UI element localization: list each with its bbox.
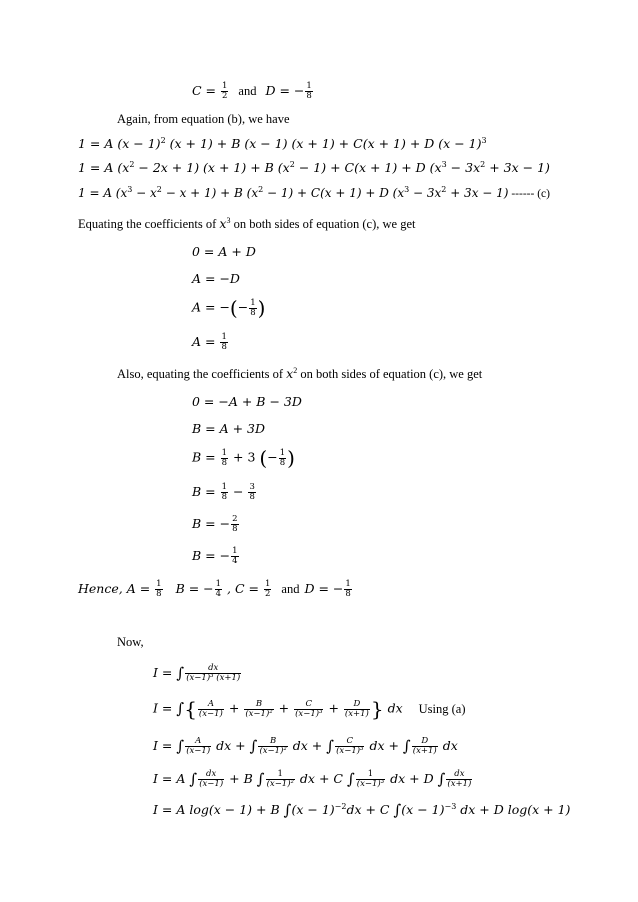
equation-a-neg-frac: A = −(− $\frac{1}{8}$ ) (192, 296, 266, 320)
integral-icon: ∫ (393, 801, 402, 819)
fraction: $\frac{1}{8}$ (221, 447, 228, 468)
equation-a-value: A = $\frac{1}{8}$ (192, 332, 227, 352)
fraction: $\frac{C}{\text{(x−1)³}}$ (336, 736, 364, 756)
equation-0-a-d: 0 = A + D (192, 244, 256, 259)
fraction: $\frac{1}{4}$ (232, 546, 238, 566)
fraction: $\frac{1}{\text{(x−1)²}}$ (266, 769, 294, 789)
fraction: $\frac{D}{(x+1)}$ (412, 736, 437, 756)
fraction: $\frac{D}{(x+1)}$ (344, 698, 369, 719)
paragraph-now: Now, (117, 635, 144, 649)
integral-icon: ∫ (346, 769, 355, 788)
equation-0-neg-a-b-3d: 0 = −A + B − 3D (192, 394, 302, 409)
fraction: $\frac{1}{8}$ (221, 482, 228, 502)
equation-a-minus-d: A = −D (192, 271, 240, 286)
fraction: $\frac{2}{8}$ (232, 514, 238, 534)
paragraph-equating-x3: Equating the coefficients of $x^3$ on both sides of equation (c), we get (78, 215, 416, 231)
integral-icon: ∫ (176, 736, 185, 755)
conjunction: and (238, 83, 257, 98)
integral-partial-fractions: I = ∫{ $\frac{A}{(x-1)}$ + $\frac{B}{\text{(x−1)²}}$ + $\frac{C}{\text{(x−1)³}}$ + $\frac{D}{(x+1)}$ } dx Using (a) (153, 697, 466, 721)
equation-line-3: 1 = A $(x^3 - x^2 - x + 1) + B$ $(x^2 - 1) + C(x + 1) + D$ $(x^3 - 3x^2 + 3x - 1)$ ------ (c) (78, 185, 550, 200)
fraction: $\frac{1}{8}$ (279, 447, 286, 468)
fraction: $\frac{1}{2}$ (264, 579, 271, 599)
equation-line-2: 1 = A $(x^2 - 2x + 1) (x + 1) + B$ $(x^2 - 1) + C(x + 1) + D$ $(x^3 - 3x^2 + 3x - 1)$ (78, 159, 550, 175)
integral-icon: ∫ (437, 769, 446, 788)
equation-b-a-3d: B = A + 3D (192, 421, 266, 436)
fraction: $\frac{dx}{\text{(x−1)³ (x+1)}}$ (186, 663, 241, 683)
fraction: $\frac{A}{(x-1)}$ (186, 736, 211, 756)
equation-b-difference: B = $\frac{1}{8}$ − $\frac{3}{8}$ (192, 482, 255, 502)
integral-log-form: I = A log(x − 1) + B $\int(x - 1)^{-2}dx + C$ $\int(x - 1)^{-3}$ dx + D log(x + 1) (153, 801, 571, 819)
using-note: Using (a) (418, 701, 466, 716)
fraction: $\frac{3}{8}$ (249, 482, 255, 502)
line-c-d-values (192, 82, 314, 101)
integral-icon: ∫ (402, 736, 411, 755)
integral-icon: ∫ (189, 769, 198, 788)
integral-icon: ∫ (249, 736, 258, 755)
fraction: $\frac{B}{\text{(x−1)²}}$ (245, 698, 273, 719)
equation-line-1: 1 = A $(x - 1)^2$ (x + 1) + B (x − 1) (x + 1) + C(x + 1) + D $(x - 1)^3$ (78, 135, 487, 151)
summary-hence: Hence, A = $\frac{1}{8}$ B = − $\frac{1}{4}$ , C = $\frac{1}{2}$ and D = − $\frac{1}{8}$ (78, 579, 351, 599)
equation-b-two-eighths: B = − $\frac{2}{8}$ (192, 514, 238, 534)
fraction: $\frac{1}{8}$ (156, 579, 162, 599)
equation-tag: ------ (c) (508, 188, 550, 200)
fraction: $\frac{1}{8}$ (306, 81, 312, 101)
fraction: $\frac{1}{8}$ (221, 332, 227, 352)
integral-icon: ∫ (176, 663, 185, 682)
fraction: $\frac{1}{8}$ (250, 297, 256, 318)
paragraph-equating-x2: Also, equating the coefficients of $x^2$ on both sides of equation (c), we get (117, 365, 483, 381)
equation-b-substituted: B = $\frac{1}{8}$ + 3 (− $\frac{1}{8}$ ) (192, 446, 295, 470)
fraction: $\frac{B}{\text{(x−1)²}}$ (259, 736, 287, 756)
integral-icon: ∫ (326, 736, 335, 755)
integral-constants-out: I = A ∫ $\frac{dx}{(x-1)}$ + B ∫ $\frac{1}{\text{(x−1)²}}$ dx + C ∫ $\frac{1}{\text{(x−1)³}}$ dx + D ∫ $\frac{dx}{(x+1)}$ (153, 769, 472, 789)
integral-definition: I = ∫ $\frac{dx}{\text{(x−1)³ (x+1)}}$ (153, 663, 241, 683)
integral-icon: ∫ (176, 699, 185, 718)
equation-b-value: B = − $\frac{1}{4}$ (192, 546, 238, 566)
fraction: $\frac{1}{\text{(x−1)³}}$ (356, 769, 385, 789)
fraction: $\frac{1}{8}$ (345, 579, 351, 599)
fraction: $\frac{1}{2}$ (222, 81, 228, 101)
integral-icon: ∫ (283, 801, 292, 819)
integral-icon: ∫ (256, 769, 265, 788)
integral-split: I = ∫ $\frac{A}{(x-1)}$ dx + ∫ $\frac{B}{\text{(x−1)²}}$ dx + ∫ $\frac{C}{\text{(x−1)³}}$ dx + ∫ $\frac{D}{(x+1)}$ dx (153, 736, 458, 756)
fraction: $\frac{dx}{(x-1)}$ (199, 769, 224, 789)
paragraph-again: Again, from equation (b), we have (117, 112, 290, 126)
eq-d: D = − (265, 82, 305, 98)
eq-c: C = (192, 82, 220, 98)
fraction: $\frac{dx}{(x+1)}$ (447, 769, 472, 789)
fraction: $\frac{1}{4}$ (215, 579, 222, 599)
fraction: $\frac{A}{(x-1)}$ (198, 698, 223, 719)
fraction: $\frac{C}{\text{(x−1)³}}$ (295, 698, 323, 719)
